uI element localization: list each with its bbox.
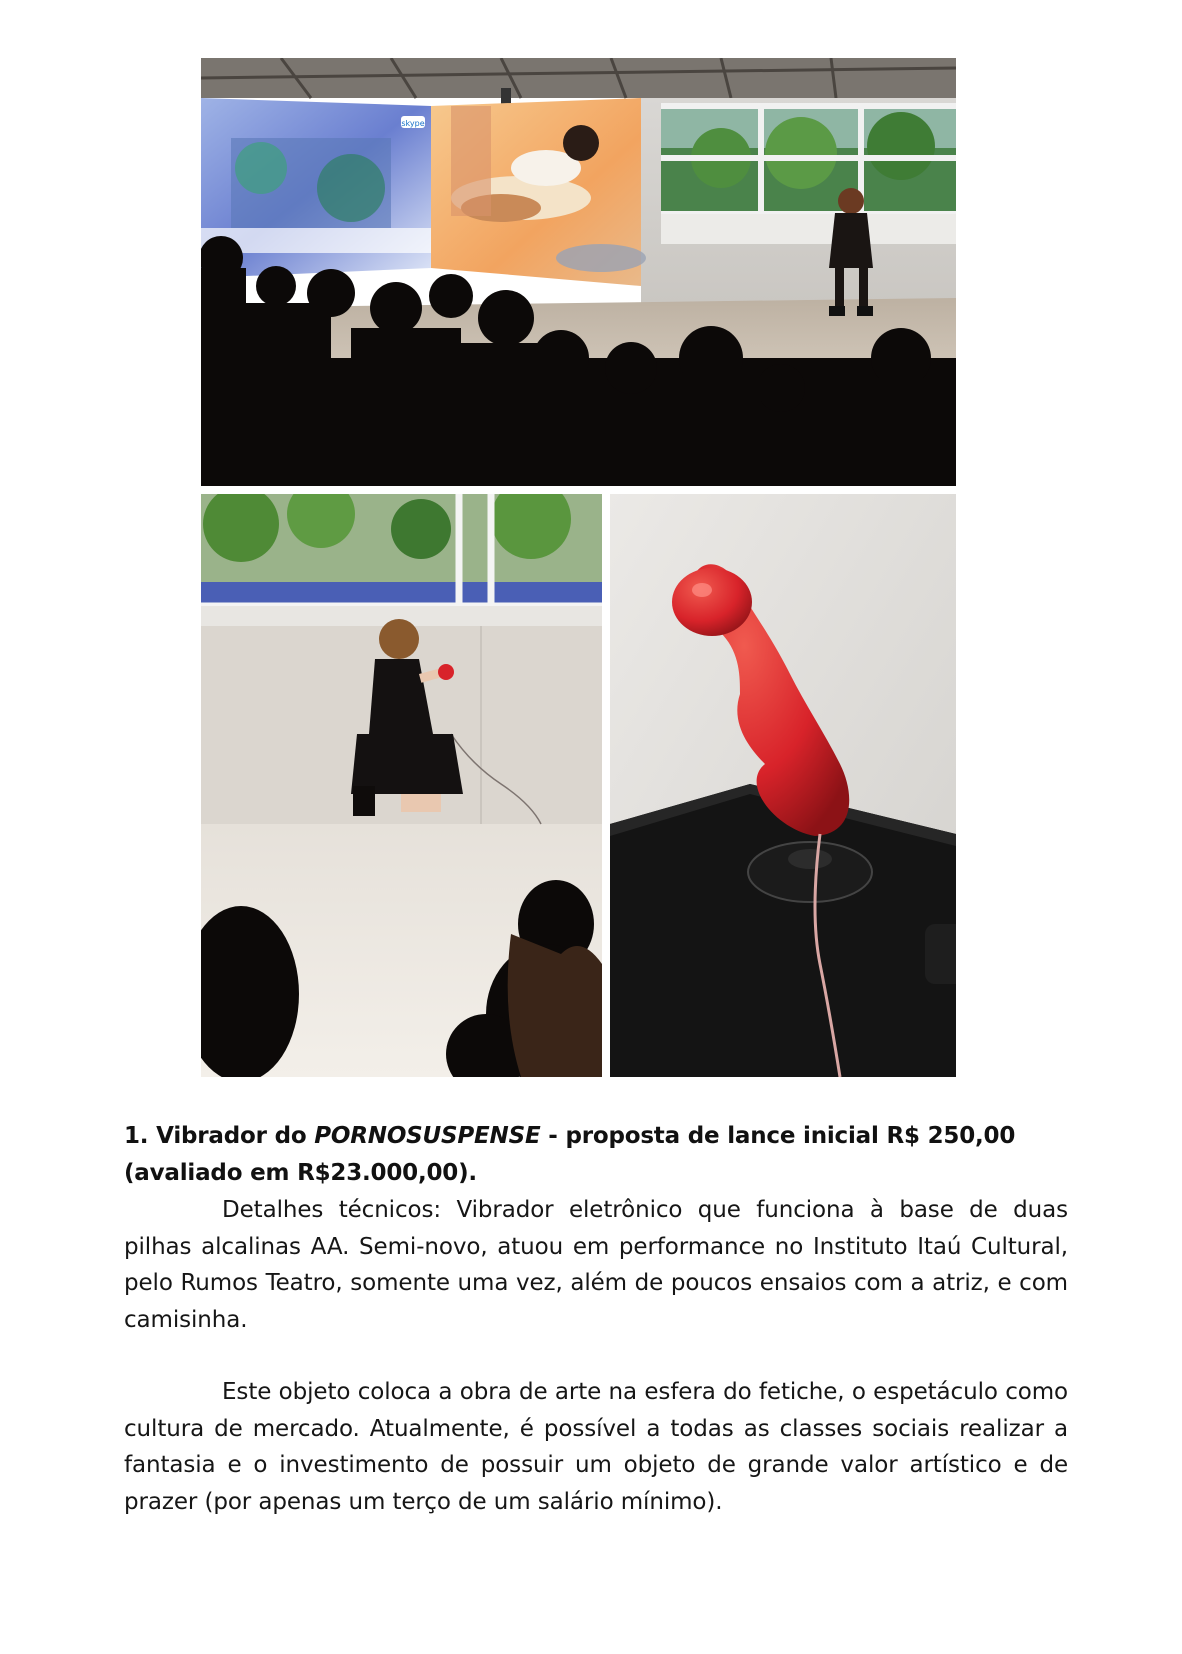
item-heading-rest: - proposta de lance inicial R$ 250,00 (avaliado em R$23.000,00).: [124, 1123, 1016, 1186]
screen-badge-text: skype: [401, 119, 425, 128]
auction-item-description: [124, 1118, 1068, 1520]
item-heading-title: PORNOSUSPENSE: [314, 1123, 541, 1149]
technical-details-paragraph: Detalhes técnicos: Vibrador eletrônico que funciona à base de duas pilhas alcalinas AA. Semi-novo, atuou em performance no Instituto Itaú Cultural, pelo Rumos Teatro, somente uma vez, além de poucos ensaios com a atriz, e com camisinha.: [124, 1197, 1068, 1333]
item-heading-number: 1. Vibrador do: [124, 1123, 315, 1149]
item-heading: [124, 1118, 1068, 1192]
concept-paragraph: Este objeto coloca a obra de arte na esfera do fetiche, o espetáculo como cultura de mercado. Atualmente, é possível a todas as classes sociais realizar a fantasia e o investimento de possuir um objeto de grande valor artístico e de prazer (por apenas um terço de um salário mínimo).: [124, 1379, 1068, 1515]
performance-photo-stage: [201, 58, 956, 486]
performance-photo-wall: [201, 494, 602, 1077]
vibrator-photo: [610, 494, 956, 1077]
